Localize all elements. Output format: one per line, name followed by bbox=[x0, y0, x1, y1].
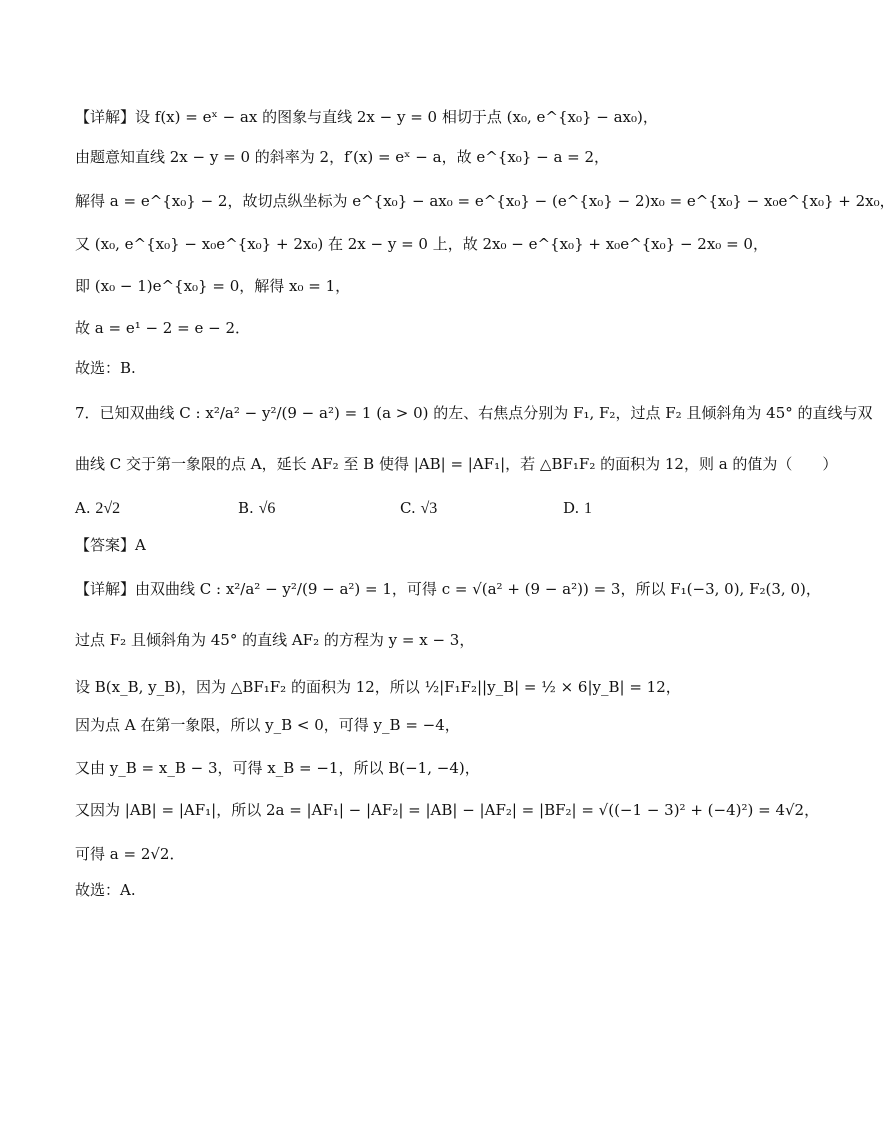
option-d: D. 1 bbox=[563, 499, 593, 517]
detail-line-4: 因为点 A 在第一象限，所以 y_B < 0，可得 y_B = −4， bbox=[75, 716, 460, 734]
detail-line-6: 又因为 |AB| = |AF₁|，所以 2a = |AF₁| − |AF₂| = |AB| − |AF₂| = |BF₂| = √((−1 − 3)² + (−4)²) = 4√2， bbox=[75, 801, 820, 819]
final-answer-line: 故选：A. bbox=[75, 881, 136, 899]
question-7-line-1: 7．已知双曲线 C : x²/a² − y²/(9 − a²) = 1 (a > 0) 的左、右焦点分别为 F₁, F₂，过点 F₂ 且倾斜角为 45° 的直线与双 bbox=[75, 404, 873, 422]
answer-choice-line: 故选：B. bbox=[75, 359, 136, 377]
solution-line-4: 又 (x₀, e^{x₀} − x₀e^{x₀} + 2x₀) 在 2x − y = 0 上，故 2x₀ − e^{x₀} + x₀e^{x₀} − 2x₀ = 0， bbox=[75, 235, 768, 253]
detail-line-5: 又由 y_B = x_B − 3，可得 x_B = −1，所以 B(−1, −4)， bbox=[75, 759, 480, 777]
detail-line-3: 设 B(x_B, y_B)，因为 △BF₁F₂ 的面积为 12，所以 ½|F₁F₂||y_B| = ½ × 6|y_B| = 12， bbox=[75, 678, 681, 696]
options-row bbox=[75, 497, 740, 519]
question-7-line-2: 曲线 C 交于第一象限的点 A，延长 AF₂ 至 B 使得 |AB| = |AF₁|，若 △BF₁F₂ 的面积为 12，则 a 的值为（ ） bbox=[75, 455, 838, 473]
solution-line-6: 故 a = e¹ − 2 = e − 2． bbox=[75, 319, 250, 337]
option-a: A. 2√2 bbox=[75, 499, 121, 517]
detail-line-1: 【详解】由双曲线 C : x²/a² − y²/(9 − a²) = 1，可得 c = √(a² + (9 − a²)) = 3，所以 F₁(−3, 0), F₂(3, 0)， bbox=[75, 580, 821, 598]
solution-line-3: 解得 a = e^{x₀} − 2，故切点纵坐标为 e^{x₀} − ax₀ = e^{x₀} − (e^{x₀} − 2)x₀ = e^{x₀} − x₀e^{x₀} + 2x₀， bbox=[75, 192, 895, 210]
answer-label: 【答案】A bbox=[75, 536, 146, 554]
option-c: C. √3 bbox=[400, 499, 438, 517]
option-b: B. √6 bbox=[238, 499, 276, 517]
solution-line-1: 【详解】设 f(x) = eˣ − ax 的图象与直线 2x − y = 0 相切于点 (x₀, e^{x₀} − ax₀)， bbox=[75, 108, 658, 126]
detail-line-7: 可得 a = 2√2． bbox=[75, 845, 185, 863]
solution-line-2: 由题意知直线 2x − y = 0 的斜率为 2，f′(x) = eˣ − a，故 e^{x₀} − a = 2， bbox=[75, 148, 610, 166]
detail-line-2: 过点 F₂ 且倾斜角为 45° 的直线 AF₂ 的方程为 y = x − 3， bbox=[75, 631, 475, 649]
solution-line-5: 即 (x₀ − 1)e^{x₀} = 0，解得 x₀ = 1， bbox=[75, 277, 351, 295]
